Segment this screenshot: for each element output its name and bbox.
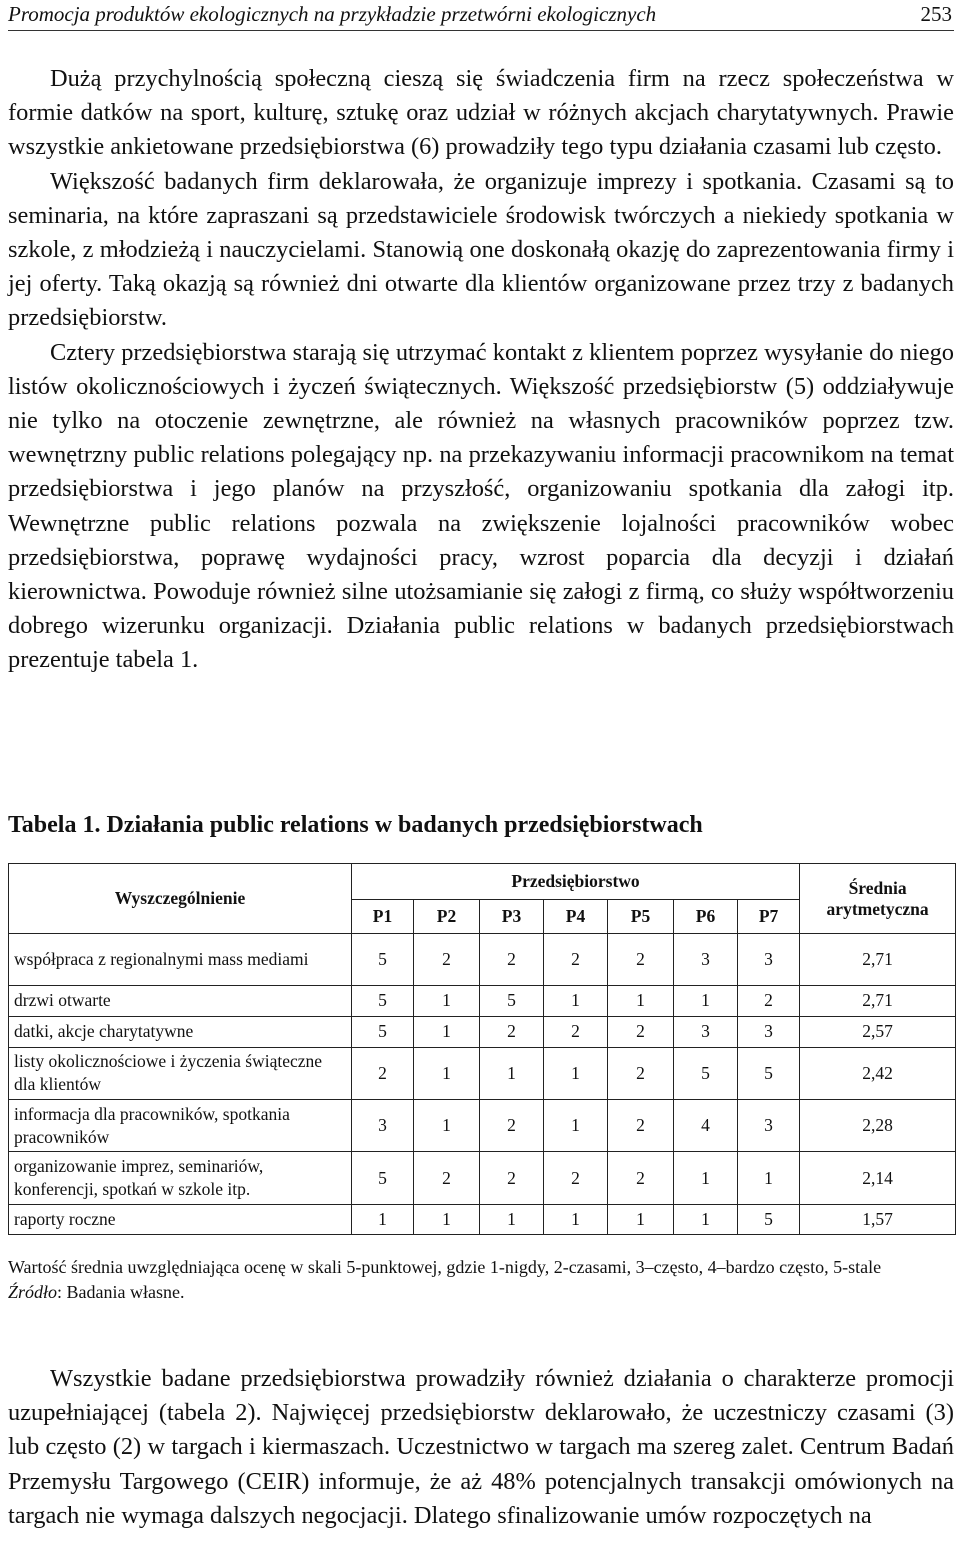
cell-value: 2: [480, 934, 544, 986]
cell-value: 2: [608, 934, 674, 986]
column-header: P6: [674, 900, 738, 934]
cell-value: 1: [414, 1100, 480, 1152]
cell-value: 1: [544, 1047, 608, 1099]
cell-value: 1: [608, 986, 674, 1016]
table-row: [9, 1047, 956, 1099]
table-caption: Tabela 1. Działania public relations w badanych przedsiębiorstwach: [8, 812, 703, 838]
cell-value: 1: [414, 986, 480, 1016]
cell-value: 1: [480, 1047, 544, 1099]
cell-value: 2: [738, 986, 800, 1016]
paragraph: Cztery przedsiębiorstwa starają się utrzymać kontakt z klientem poprzez wysyłanie do niego listów okolicznościowych i życzeń świątecznych. Większość przedsiębiorstw (5) oddziaływuje nie tylko na otoczenie zewnętrzne, ale również na własnych pracowników poprzez tzw. wewnętrzny public relations polegający np. na przekazywaniu informacji pracownikom na temat przedsiębiorstwa i jego planów na przyszłość, organizowaniu spotkania dla załogi itp. Wewnętrzne public relations pozwala na zwiększenie lojalności pracowników wobec przedsiębiorstwa, poprawę wydajności pracy, wzrost poparcia dla decyzji i działań kierownictwa. Powoduje również silne utożsamianie się załogi z firmą, co służy współtworzeniu dobrego wizerunku organizacji. Działania public relations w badanych przedsiębiorstwach prezentuje tabela 1.: [8, 338, 954, 674]
source-text: : Badania własne.: [57, 1282, 185, 1302]
cell-average: 2,14: [800, 1152, 956, 1204]
paragraph: Dużą przychylnością społeczną cieszą się świadczenia firm na rzecz społeczeństwa w formie datków na sport, kulturę, sztukę oraz udział w różnych akcjach charytatywnych. Prawie wszystkie ankietowane przedsiębiorstwa (6) prowadziły tego typu działania czasami lub często.: [8, 65, 954, 161]
header-average: Średnia arytmetyczna: [800, 864, 956, 934]
cell-value: 1: [352, 1204, 414, 1234]
cell-value: 1: [608, 1204, 674, 1234]
row-label: drzwi otwarte: [9, 986, 352, 1016]
cell-value: 2: [608, 1016, 674, 1047]
page-number: 253: [920, 2, 952, 26]
row-label: informacja dla pracowników, spotkania pracowników: [9, 1100, 352, 1152]
cell-value: 2: [608, 1047, 674, 1099]
cell-average: 1,57: [800, 1204, 956, 1234]
cell-average: 2,57: [800, 1016, 956, 1047]
table-row: [9, 1152, 956, 1204]
cell-value: 2: [608, 1152, 674, 1204]
cell-value: 1: [414, 1204, 480, 1234]
cell-value: 3: [674, 1016, 738, 1047]
pr-activities-table: [8, 863, 956, 1235]
table-notes: [8, 1255, 954, 1305]
cell-value: 3: [738, 934, 800, 986]
cell-value: 1: [544, 1204, 608, 1234]
row-label: współpraca z regionalnymi mass mediami: [9, 934, 352, 986]
cell-value: 5: [352, 986, 414, 1016]
cell-value: 1: [544, 986, 608, 1016]
cell-value: 1: [674, 1204, 738, 1234]
cell-value: 1: [674, 1152, 738, 1204]
cell-value: 2: [414, 934, 480, 986]
source-label: Źródło: [8, 1282, 58, 1302]
cell-value: 3: [674, 934, 738, 986]
cell-value: 2: [480, 1016, 544, 1047]
body-text-bottom: [8, 1362, 954, 1533]
cell-value: 2: [608, 1100, 674, 1152]
cell-value: 2: [544, 934, 608, 986]
paragraph: Wszystkie badane przedsiębiorstwa prowadziły również działania o charakterze promocji uzupełniającej (tabela 2). Najwięcej przedsiębiorstw deklarowało, że uczestniczy czasami (3) lub często (2) w targach i kiermaszach. Uczestnictwo w targach ma szereg zalet. Centrum Badań Przemysłu Targowego (CEIR) informuje, że aż 48% potencjalnych transakcji omówionych na targach nie wymaga dalszych negocjacji. Dlatego sfinalizowanie umów rozpoczętych na: [8, 1365, 954, 1529]
cell-value: 5: [738, 1047, 800, 1099]
table-row: [9, 986, 956, 1016]
scale-note: Wartość średnia uwzględniająca ocenę w skali 5-punktowej, gdzie 1-nigdy, 2-czasami, 3–często, 4–bardzo często, 5-stale: [8, 1257, 882, 1277]
page-header: [8, 0, 954, 31]
cell-value: 1: [414, 1016, 480, 1047]
column-header: P1: [352, 900, 414, 934]
paragraph: Większość badanych firm deklarowała, że organizuje imprezy i spotkania. Czasami są to seminaria, na które zapraszani są przedstawiciele środowisk twórczych a niekiedy spotkania w szkole, z młodzieżą i nauczycielami. Stanowią one doskonałą okazję do zaprezentowania firmy i jej oferty. Taką okazją są również dni otwarte dla klientów organizowane przez trzy z badanych przedsiębiorstw.: [8, 167, 954, 332]
cell-average: 2,42: [800, 1047, 956, 1099]
row-label: raporty roczne: [9, 1204, 352, 1234]
column-header: P7: [738, 900, 800, 934]
header-group: Przedsiębiorstwo: [352, 864, 800, 900]
cell-value: 2: [480, 1100, 544, 1152]
column-header: P3: [480, 900, 544, 934]
cell-value: 5: [352, 1152, 414, 1204]
row-label: datki, akcje charytatywne: [9, 1016, 352, 1047]
column-header: P5: [608, 900, 674, 934]
cell-value: 4: [674, 1100, 738, 1152]
cell-value: 1: [674, 986, 738, 1016]
table-row: [9, 1100, 956, 1152]
cell-value: 5: [480, 986, 544, 1016]
body-text-top: [8, 62, 954, 678]
table-row: [9, 1016, 956, 1047]
column-header: P2: [414, 900, 480, 934]
cell-average: 2,71: [800, 986, 956, 1016]
cell-value: 3: [738, 1100, 800, 1152]
table-row: [9, 934, 956, 986]
cell-value: 3: [352, 1100, 414, 1152]
cell-average: 2,71: [800, 934, 956, 986]
running-title: Promocja produktów ekologicznych na przykładzie przetwórni ekologicznych: [8, 2, 657, 26]
cell-value: 2: [544, 1152, 608, 1204]
cell-value: 1: [544, 1100, 608, 1152]
column-header: P4: [544, 900, 608, 934]
cell-average: 2,28: [800, 1100, 956, 1152]
source-note: [8, 1280, 954, 1305]
cell-value: 1: [480, 1204, 544, 1234]
table-row: [9, 1204, 956, 1234]
cell-value: 5: [352, 1016, 414, 1047]
cell-value: 1: [414, 1047, 480, 1099]
cell-value: 5: [738, 1204, 800, 1234]
cell-value: 3: [738, 1016, 800, 1047]
cell-value: 2: [414, 1152, 480, 1204]
cell-value: 1: [738, 1152, 800, 1204]
header-item: Wyszczególnienie: [9, 864, 352, 934]
cell-value: 2: [480, 1152, 544, 1204]
cell-value: 5: [352, 934, 414, 986]
row-label: organizowanie imprez, seminariów, konferencji, spotkań w szkole itp.: [9, 1152, 352, 1204]
cell-value: 5: [674, 1047, 738, 1099]
cell-value: 2: [352, 1047, 414, 1099]
cell-value: 2: [544, 1016, 608, 1047]
row-label: listy okolicznościowe i życzenia świąteczne dla klientów: [9, 1047, 352, 1099]
